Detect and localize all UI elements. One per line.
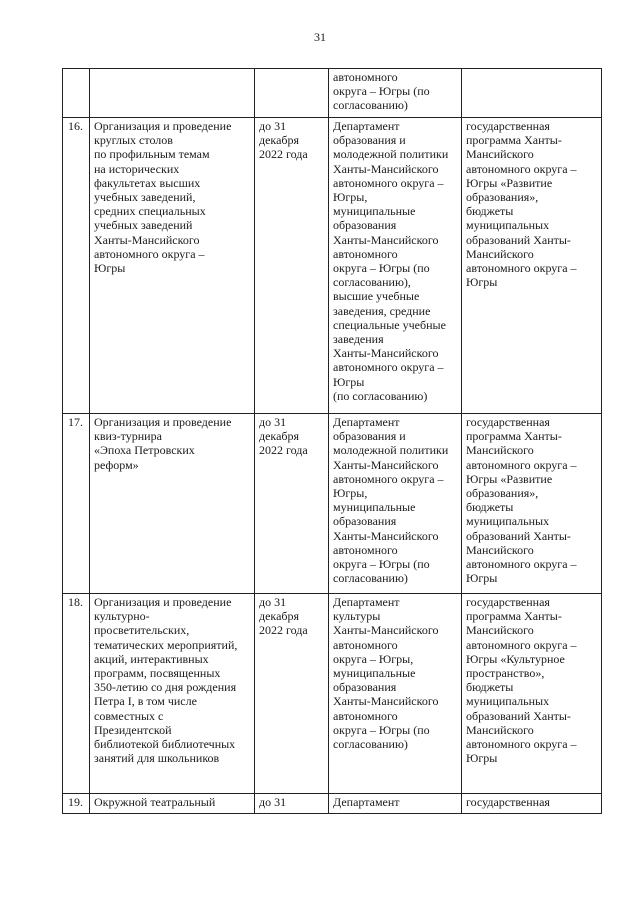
responsible-cell: автономного округа – Югры (по согласованию) bbox=[329, 69, 462, 118]
deadline-cell: до 31 декабря 2022 года bbox=[255, 594, 329, 794]
event-cell: Организация и проведение культурно- просветительских, тематических мероприятий, акций, интерактивных программ, посвященных 350-летию со дня рождения Петра I, в том числе совместных с Президентской библиотекой библиотечных занятий для школьников bbox=[90, 594, 255, 794]
event-cell bbox=[90, 69, 255, 118]
table-row bbox=[63, 794, 602, 814]
event-cell: Организация и проведение квиз-турнира «Эпоха Петровских реформ» bbox=[90, 414, 255, 594]
table-row bbox=[63, 414, 602, 594]
row-number: 17. bbox=[63, 414, 90, 594]
row-number: 19. bbox=[63, 794, 90, 814]
page-number: 31 bbox=[314, 30, 326, 44]
table-row bbox=[63, 118, 602, 414]
deadline-cell: до 31 декабря 2022 года bbox=[255, 118, 329, 414]
responsible-cell: Департамент культуры Ханты-Мансийского автономного округа – Югры, муниципальные образования Ханты-Мансийского автономного округа – Югры (по согласованию) bbox=[329, 594, 462, 794]
event-cell: Организация и проведение круглых столов по профильным темам на исторических факультетах высших учебных заведений, средних специальных учебных заведений Ханты-Мансийского автономного округа – Югры bbox=[90, 118, 255, 414]
responsible-cell: Департамент образования и молодежной политики Ханты-Мансийского автономного округа – Югры, муниципальные образования Ханты-Мансийского автономного округа – Югры (по согласованию) bbox=[329, 414, 462, 594]
table-row bbox=[63, 594, 602, 794]
table-row bbox=[63, 69, 602, 118]
responsible-cell: Департамент образования и молодежной политики Ханты-Мансийского автономного округа – Югры, муниципальные образования Ханты-Мансийского автономного округа – Югры (по согласованию), высшие учебные заведения, средние специальные учебные заведения Ханты-Мансийского автономного округа – Югры (по согласованию) bbox=[329, 118, 462, 414]
row-number: 16. bbox=[63, 118, 90, 414]
responsible-cell: Департамент bbox=[329, 794, 462, 814]
row-number: 18. bbox=[63, 594, 90, 794]
funding-cell: государственная bbox=[462, 794, 602, 814]
row-number bbox=[63, 69, 90, 118]
event-cell: Окружной театральный bbox=[90, 794, 255, 814]
deadline-cell bbox=[255, 69, 329, 118]
deadline-cell: до 31 декабря 2022 года bbox=[255, 414, 329, 594]
funding-cell bbox=[462, 69, 602, 118]
funding-cell: государственная программа Ханты- Мансийского автономного округа – Югры «Развитие образования», бюджеты муниципальных образований Ханты- Мансийского автономного округа – Югры bbox=[462, 414, 602, 594]
plan-table bbox=[62, 68, 602, 814]
funding-cell: государственная программа Ханты- Мансийского автономного округа – Югры «Развитие образования», бюджеты муниципальных образований Ханты- Мансийского автономного округа – Югры bbox=[462, 118, 602, 414]
funding-cell: государственная программа Ханты- Мансийского автономного округа – Югры «Культурное пространство», бюджеты муниципальных образований Ханты- Мансийского автономного округа – Югры bbox=[462, 594, 602, 794]
deadline-cell: до 31 bbox=[255, 794, 329, 814]
